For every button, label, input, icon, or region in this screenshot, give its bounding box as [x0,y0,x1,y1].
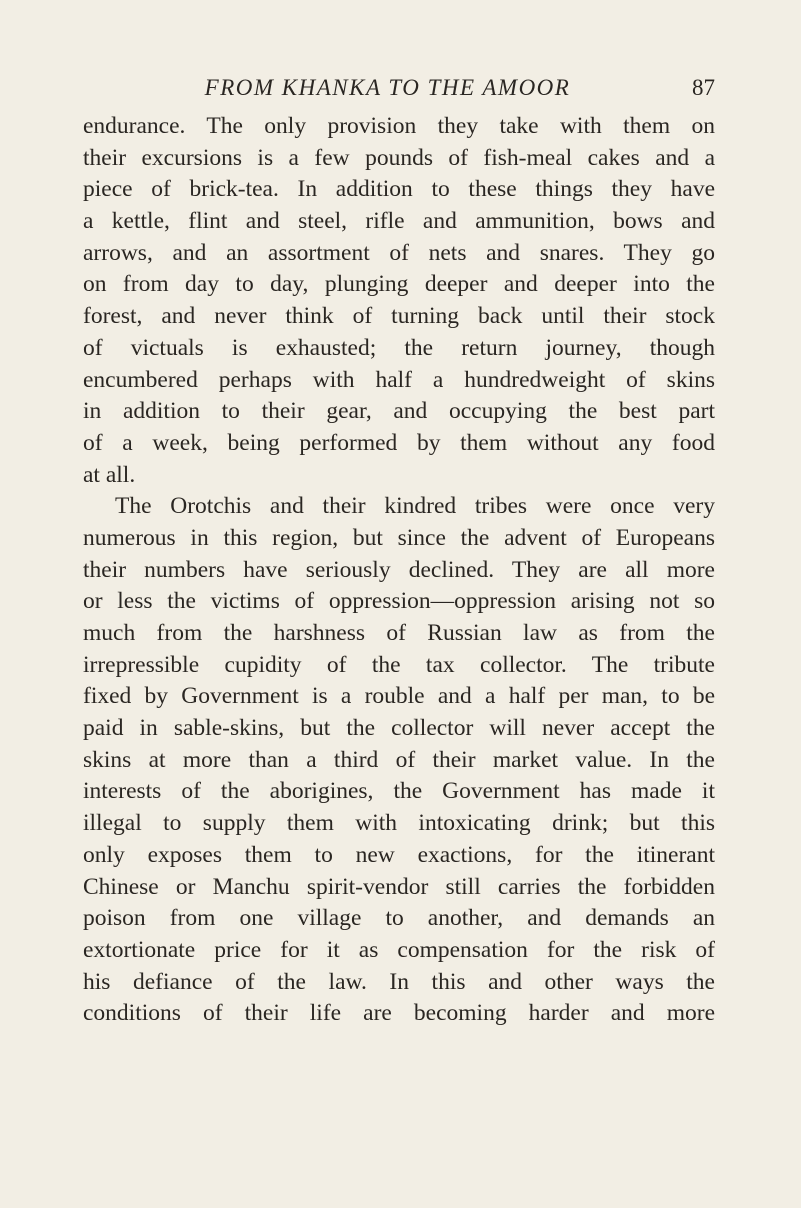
text-line: their excursions is a few pounds of fish-meal cakes and a [83,144,715,171]
text-line: their numbers have seriously declined. They are all more [83,556,715,583]
text-line: poison from one village to another, and demands an [83,905,715,932]
text-line: numerous in this region, but since the advent of Europeans [83,524,715,551]
text-line: forest, and never think of turning back until their stock [83,303,715,330]
text-line: conditions of their life are becoming harder and more [83,1000,715,1027]
text-line: interests of the aborigines, the Government has made it [83,778,715,805]
text-line: of a week, being performed by them without any food [83,429,715,456]
running-title: FROM KHANKA TO THE AMOOR [204,75,571,100]
text-line: his defiance of the law. In this and other ways the [83,968,715,995]
text-line: or less the victims of oppression—oppression arising not so [83,588,715,615]
text-line: extortionate price for it as compensation for the risk of [83,936,715,963]
text-line: on from day to day, plunging deeper and deeper into the [83,271,715,298]
page-number: 87 [692,75,715,100]
running-head [60,70,715,106]
text-line: in addition to their gear, and occupying the best part [83,398,715,425]
text-line: endurance. The only provision they take with them on [83,113,715,139]
paragraph [83,111,715,491]
text-line: skins at more than a third of their market value. In the [83,746,715,773]
text-line: only exposes them to new exactions, for the itinerant [83,841,715,868]
text-line: much from the harshness of Russian law as from the [83,620,715,646]
text-line: arrows, and an assortment of nets and snares. They go [83,239,715,266]
body-text [83,111,715,1030]
text-line: piece of brick-tea. In addition to these things they have [83,176,715,203]
text-line: at all. [83,461,136,488]
text-line: irrepressible cupidity of the tax collector. The tribute [83,651,715,678]
text-line: fixed by Government is a rouble and a half per man, to be [83,683,715,710]
text-line: a kettle, flint and steel, rifle and ammunition, bows and [83,208,715,235]
text-line: Chinese or Manchu spirit-vendor still carries the forbidden [83,873,715,900]
text-line: of victuals is exhausted; the return journey, though [83,334,715,361]
paragraph [83,491,715,1030]
text-line: paid in sable-skins, but the collector will never accept the [83,715,715,742]
text-line: illegal to supply them with intoxicating drink; but this [83,810,715,837]
text-line: encumbered perhaps with half a hundredweight of skins [83,366,715,393]
text-line: The Orotchis and their kindred tribes were once very [115,493,715,520]
